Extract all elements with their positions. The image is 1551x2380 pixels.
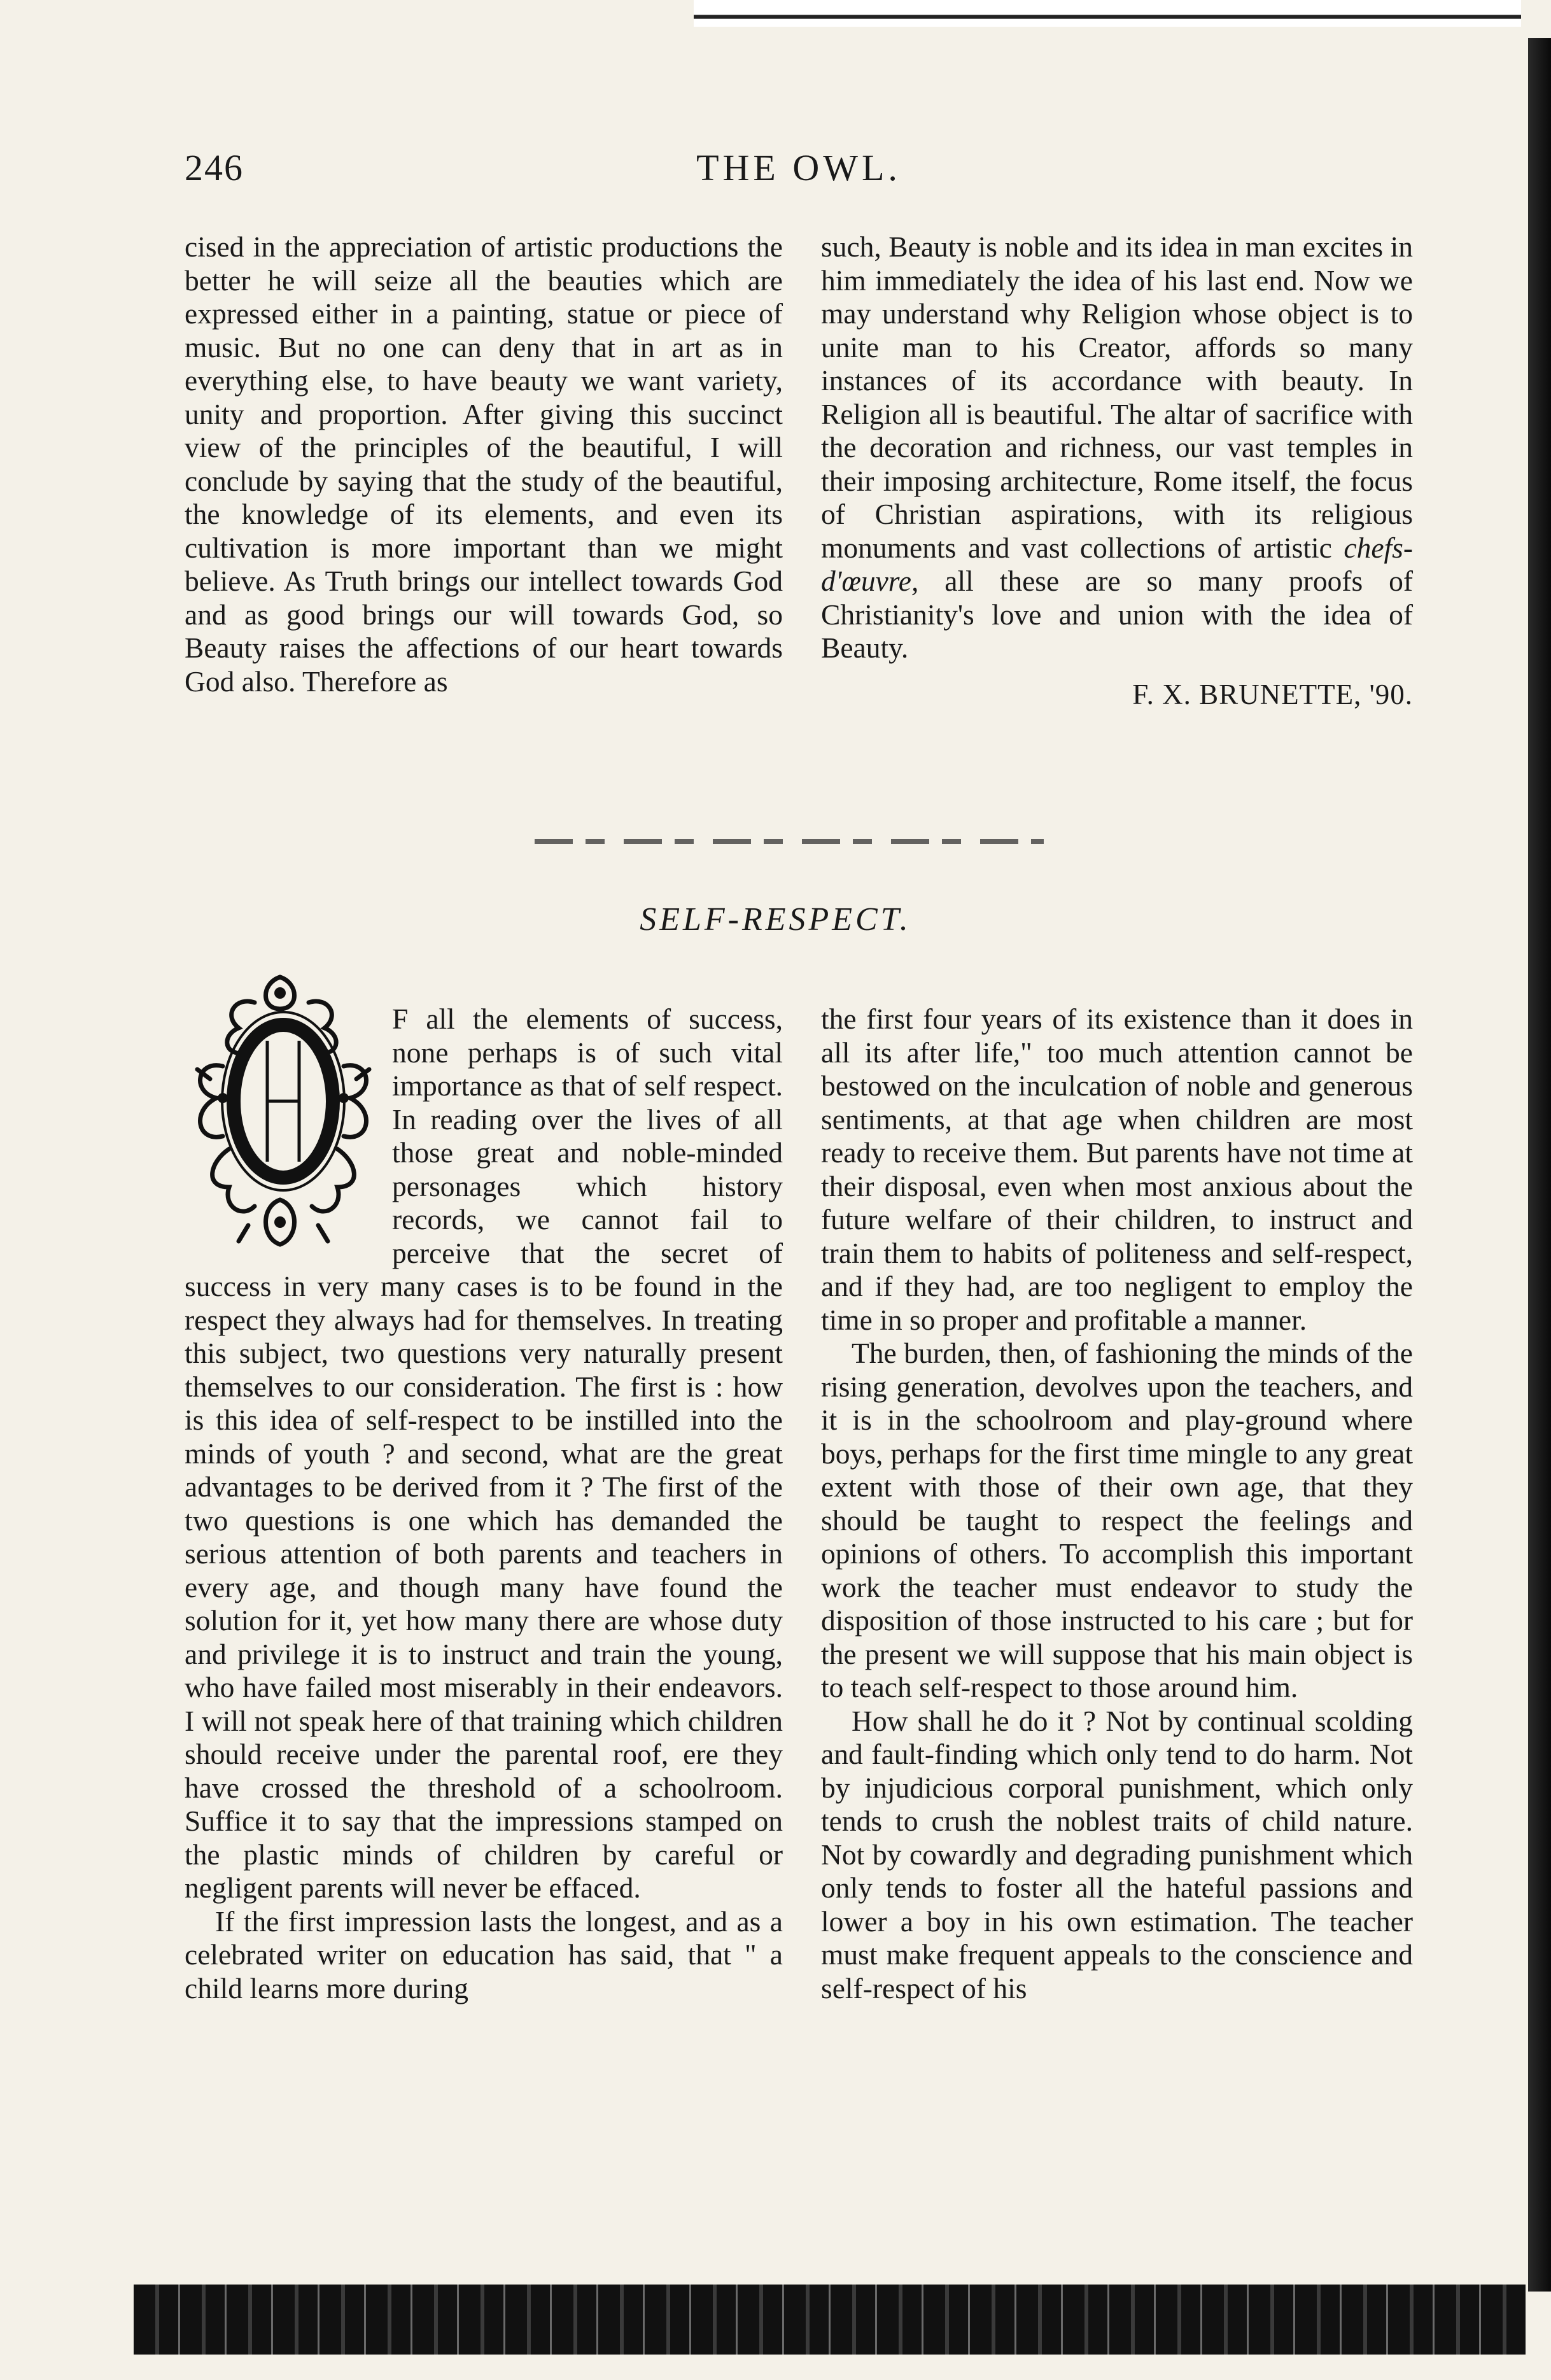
article2-paragraph-4: The burden, then, of fashioning the minds of the rising generation, devolves upon the teachers, and it is in the schoolroom and play-ground where boys, perhaps for the first time mingle to any great extent with those of their own age, that they should be taught to respect the feelings and opinions of others. To accomplish this important work the teacher must endeavor to study the disposition of those instructed to his care ; but for the present we will suppose that his main object is to teach self-respect to those around him. xyxy=(821,1337,1413,1703)
scan-right-edge xyxy=(1528,38,1551,2292)
article1-paragraph-continued xyxy=(821,230,1413,665)
scan-top-edge xyxy=(694,0,1521,27)
article2-column-left xyxy=(185,1003,783,2005)
article2-paragraph-5: How shall he do it ? Not by continual scolding and fault-finding which only tend to do harm. Not by injudicious corporal punishment, which only tends to crush the noblest traits of child nature. Not by cowardly and degrading punishment which only tends to foster all the hateful passions and lower a boy in his own estimation. The teacher must make frequent appeals to the conscience and self-respect of his xyxy=(821,1704,1413,2004)
article1-text-before: such, Beauty is noble and its idea in man excites in him immediately the idea of his last end. Now we may understand why Religion whose object is to unite man to his Creator, affords so many instances of its accordance with beauty. In Religion all is beautiful. The altar of sacrifice with the decoration and richness, our vast temples in their imposing architecture, Rome itself, the focus of Christian aspirations, with its religious monuments and vast collections of artistic xyxy=(821,230,1413,564)
running-head: THE OWL. xyxy=(696,147,901,188)
page-number: 246 xyxy=(185,147,244,188)
article1-text-after: all these are so many proofs of Christianity's love and union with the idea of Beauty. xyxy=(821,565,1414,664)
author-signature: F. X. BRUNETTE, '90. xyxy=(1132,678,1413,710)
article1-italic-phrase: chefs-d'œuvre, xyxy=(821,531,1414,597)
article1-column-right xyxy=(821,230,1413,711)
scan-bottom-edge xyxy=(134,2285,1526,2355)
section-divider xyxy=(535,839,1044,844)
article2-column-right xyxy=(821,1003,1413,2005)
ornament-flourish-icon xyxy=(185,958,382,1257)
article2-title: SELF-RESPECT. xyxy=(640,901,911,938)
ornamental-drop-cap xyxy=(185,958,382,1257)
article2-paragraph-2: If the first impression lasts the longest, and as a celebrated writer on education has said, that " a child learns more during xyxy=(185,1905,783,2004)
article1-column-left xyxy=(185,230,783,698)
article1-paragraph: cised in the appreciation of artistic productions the better he will seize all the beauties which are expressed either in a painting, statue or piece of music. But no one can deny that in art as in everything else, to have beauty we want variety, unity and proportion. After giving this succinct view of the principles of the beautiful, I will conclude by saying that the study of the beautiful, the knowledge of its elements, and even its cultivation is more important than we might believe. As Truth brings our intellect towards God and as good brings our will towards God, so Beauty raises the affections of our heart towards God also. Therefore as xyxy=(185,230,783,698)
page-header xyxy=(185,146,1413,197)
article2-paragraph-3: the first four years of its existence than it does in all its after life," too much attention cannot be bestowed on the inculcation of noble and generous sentiments, at that age when children are most ready to receive them. But parents have not time at their disposal, even when most anxious about the future welfare of their children, to instruct and train them to habits of politeness and self-respect, and if they had, are too negligent to employ the time in so proper and profitable a manner. xyxy=(821,1003,1413,1336)
article2-paragraph-1: F all the elements of success, none perhaps is of such vital importance as that of self respect. In reading over the lives of all those great and noble-minded personages which history records, we cannot fail to perceive that the secret of success in very many cases is to be found in the respect they always had for themselves. In treating this subject, two questions very naturally present themselves to our consideration. The first is : how is this idea of self-respect to be instilled into the minds of youth ? and second, what are the great advantages to be derived from it ? The first of the two questions is one which has demanded the serious attention of both parents and teachers in every age, and though many have found the solution for it, yet how many there are whose duty and privilege it is to instruct and train the young, who have failed most miserably in their endeavors. I will not speak here of that training which children should receive under the parental roof, ere they have crossed the threshold of a schoolroom. Suffice it to say that the impressions stamped on the plastic minds of children by careful or negligent parents will never be effaced. xyxy=(185,1003,783,1904)
